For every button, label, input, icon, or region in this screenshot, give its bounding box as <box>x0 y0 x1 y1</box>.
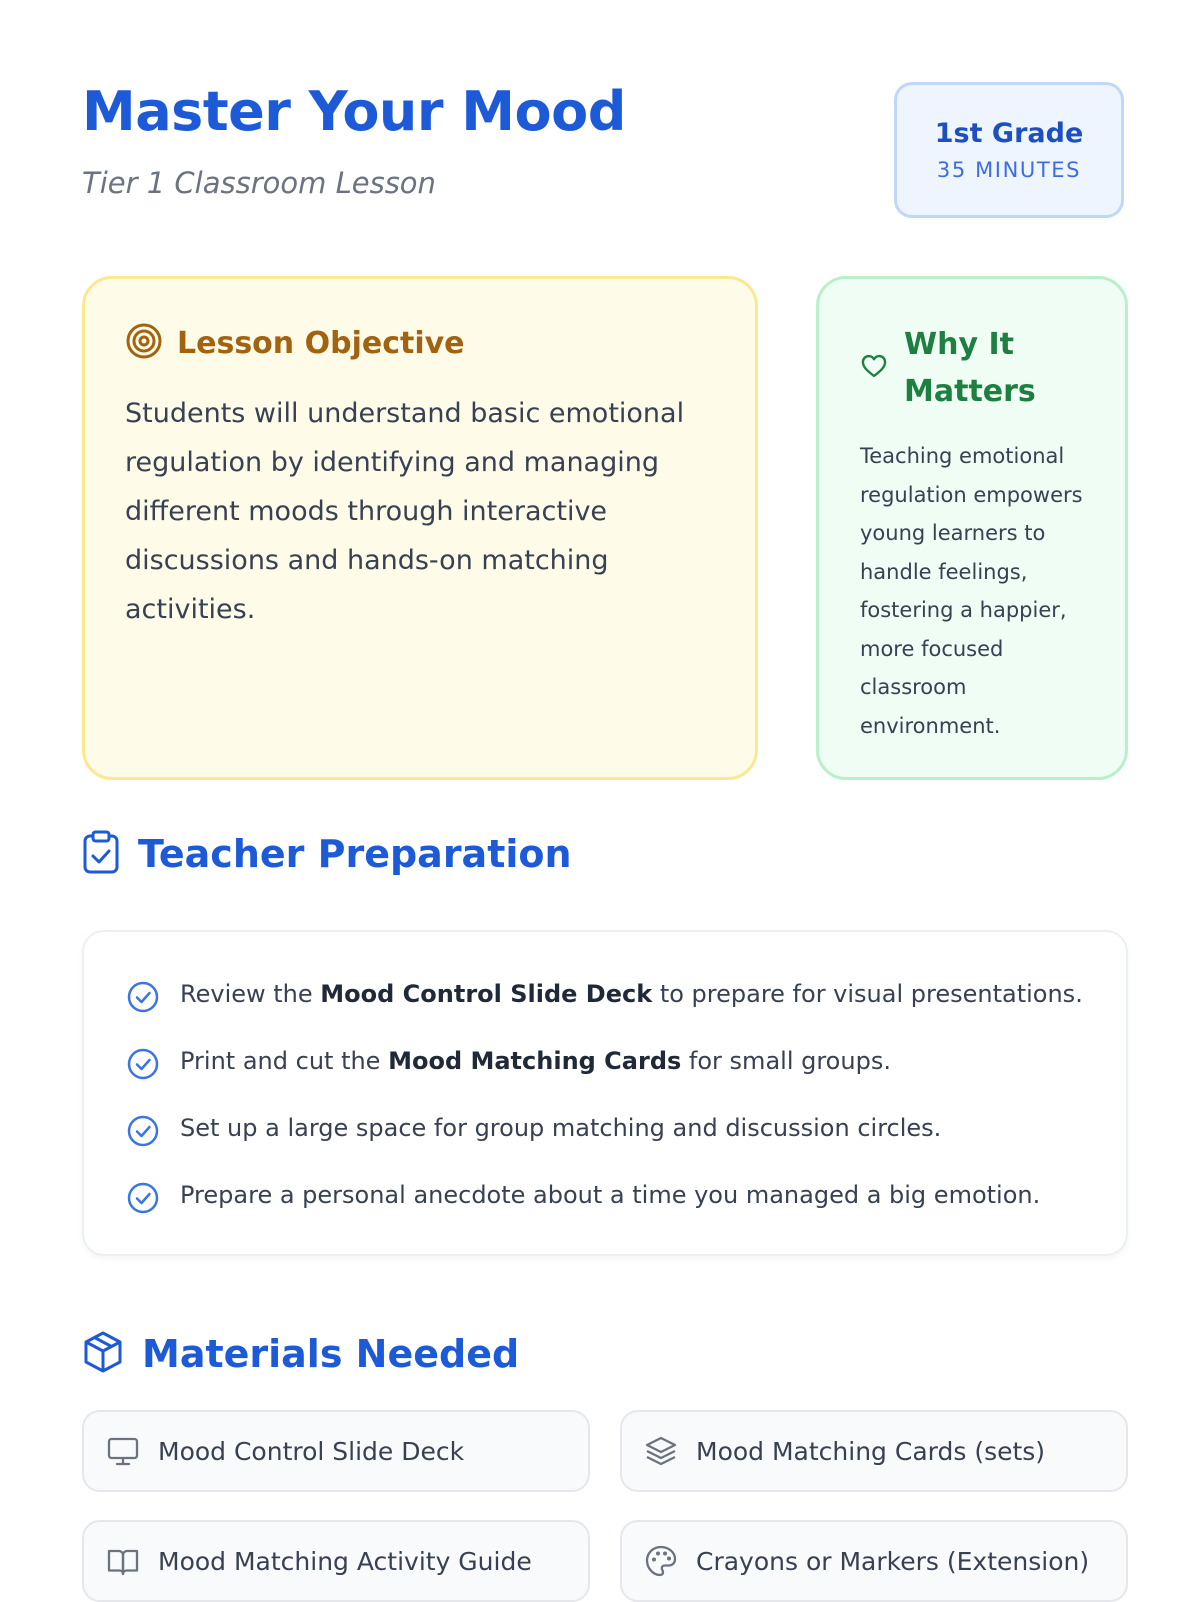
check-circle-icon <box>126 1047 160 1081</box>
teacher-preparation-list <box>82 930 1128 1256</box>
teacher-preparation-title: Teacher Preparation <box>138 832 572 876</box>
page-subtitle: Tier 1 Classroom Lesson <box>82 166 436 200</box>
material-item-crayons <box>620 1520 1128 1602</box>
list-item-text: Review the Mood Control Slide Deck to prepare for visual presentations. <box>180 979 1083 1008</box>
materials-needed-heading <box>82 1330 519 1378</box>
check-circle-icon <box>126 980 160 1014</box>
why-it-matters-header <box>860 321 1095 415</box>
why-it-matters-title: Why It Matters <box>904 327 1036 409</box>
teacher-preparation-heading <box>82 830 572 878</box>
lesson-objective-title: Lesson Objective <box>177 325 465 361</box>
list-item <box>126 960 1096 1027</box>
material-item-matching-cards <box>620 1410 1128 1492</box>
list-item <box>126 1161 1096 1228</box>
duration-label: 35 MINUTES <box>936 158 1082 182</box>
page-title: Master Your Mood <box>82 80 626 143</box>
list-item-text: Prepare a personal anecdote about a time you managed a big emotion. <box>180 1180 1041 1209</box>
lesson-objective-text: Students will understand basic emotional regulation by identifying and managing different moods through interactive discussions and hands-on matching activities. <box>125 398 685 625</box>
lesson-objective-header <box>125 323 715 363</box>
lesson-objective-card <box>82 276 758 780</box>
material-item-slide-deck <box>82 1410 590 1492</box>
heart-icon <box>860 352 888 384</box>
materials-needed-title: Materials Needed <box>142 1332 520 1376</box>
lesson-page <box>82 0 1128 1576</box>
check-circle-icon <box>126 1114 160 1148</box>
target-icon <box>125 322 163 364</box>
grade-label: 1st Grade <box>934 118 1084 149</box>
lesson-header <box>82 0 1128 250</box>
list-item-text: Set up a large space for group matching and discussion circles. <box>180 1113 942 1142</box>
material-label: Mood Matching Cards (sets) <box>696 1436 1046 1466</box>
grade-badge <box>894 82 1124 218</box>
box-icon <box>82 1330 124 1378</box>
material-label: Mood Control Slide Deck <box>158 1436 465 1466</box>
palette-icon <box>644 1544 678 1578</box>
list-item <box>126 1027 1096 1094</box>
list-item-text: Print and cut the Mood Matching Cards for small groups. <box>180 1046 891 1075</box>
book-icon <box>106 1544 140 1578</box>
why-it-matters-text: Teaching emotional regulation empowers young learners to handle feelings, fostering a happier, more focused classroom environment. <box>860 444 1083 738</box>
monitor-icon <box>106 1434 140 1468</box>
material-label: Mood Matching Activity Guide <box>158 1546 532 1576</box>
layers-icon <box>644 1434 678 1468</box>
check-circle-icon <box>126 1181 160 1215</box>
list-item <box>126 1094 1096 1161</box>
material-label: Crayons or Markers (Extension) <box>696 1546 1090 1576</box>
why-it-matters-card <box>816 276 1128 780</box>
clipboard-check-icon <box>82 830 120 878</box>
material-item-activity-guide <box>82 1520 590 1602</box>
